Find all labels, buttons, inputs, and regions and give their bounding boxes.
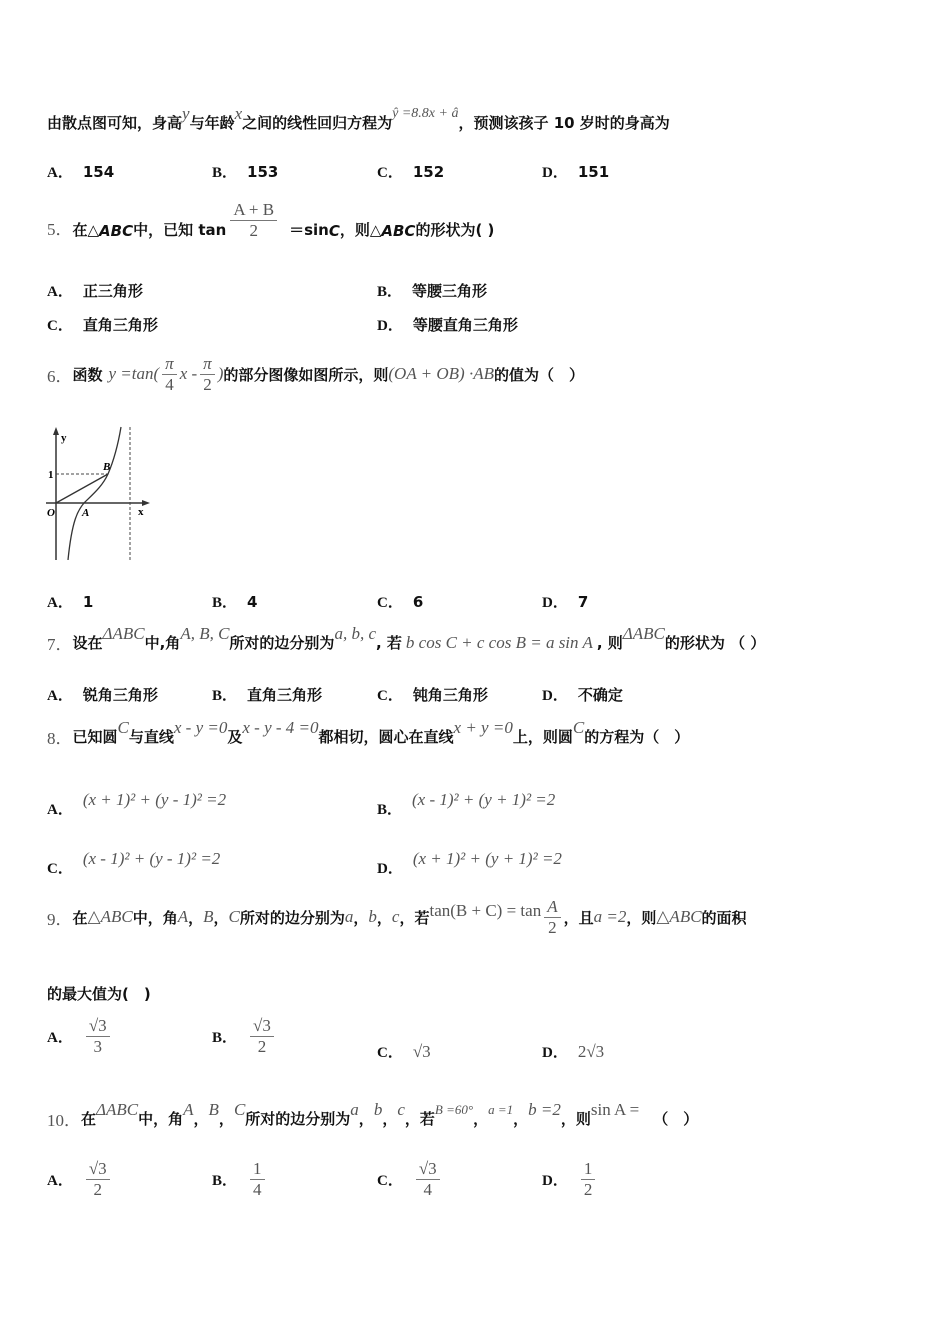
option-label: A． — [47, 165, 73, 181]
fraction — [86, 1016, 110, 1057]
text: 的最大值为( ) — [47, 985, 151, 1003]
option-d[interactable] — [542, 591, 588, 612]
math: b =2 — [528, 1099, 561, 1119]
option-d[interactable] — [377, 839, 562, 878]
option-a[interactable] — [47, 161, 114, 182]
text: 上，则圆 — [512, 728, 573, 746]
math: C — [328, 222, 340, 240]
math: ) — [217, 364, 224, 383]
text: 所对的边分别为 — [229, 634, 335, 652]
text: ，预测该孩子 10 岁时的身高为 — [458, 114, 670, 132]
text: 在 — [81, 1110, 97, 1128]
math: y =tan( — [108, 364, 160, 383]
question-number: 8． — [47, 729, 73, 748]
option-b[interactable] — [212, 1159, 268, 1200]
option-text: (x - 1)² + (y - 1)² =2 — [82, 848, 221, 868]
tan-graph-figure — [42, 425, 154, 560]
option-label: D． — [377, 318, 403, 334]
question-8-stem — [47, 717, 690, 749]
option-label: C． — [377, 595, 403, 611]
option-text: 152 — [412, 162, 445, 181]
math: B =60° — [434, 1101, 474, 1117]
math: B — [203, 907, 214, 926]
question-9-stem — [47, 893, 747, 941]
fraction — [544, 897, 560, 938]
option-text: 直角三角形 — [82, 316, 158, 334]
math: △ABC — [87, 907, 133, 926]
math: a =2 — [593, 907, 627, 926]
text: 及 — [227, 728, 243, 746]
text: ，则 — [560, 1110, 591, 1128]
option-label: D． — [542, 1045, 568, 1061]
text: 与直线 — [128, 728, 174, 746]
option-a[interactable] — [47, 780, 226, 819]
option-d[interactable] — [542, 1041, 604, 1062]
option-text: 不确定 — [577, 686, 623, 704]
text: 中，已知 tan — [133, 221, 227, 239]
text: 的方程为（ ） — [584, 728, 690, 746]
text: 在 — [72, 908, 88, 927]
option-a[interactable] — [47, 1159, 113, 1200]
math: a — [350, 1099, 359, 1119]
option-label: C． — [377, 688, 403, 704]
fraction — [581, 1159, 596, 1200]
fraction — [250, 1016, 274, 1057]
option-text: 等腰三角形 — [412, 282, 488, 300]
math: a =1 — [488, 1101, 514, 1117]
option-d[interactable] — [542, 684, 623, 705]
text: 的面积 — [701, 908, 747, 927]
text: ， — [376, 908, 392, 927]
math: C — [117, 717, 129, 737]
text: ＝sin — [289, 221, 329, 239]
text: ，则△ — [339, 221, 382, 239]
text: 的值为（ ） — [493, 365, 584, 384]
text: 的部分图像如图所示，则 — [223, 365, 389, 384]
text: 所对的边分别为 — [239, 908, 345, 927]
numerator: √3 — [250, 1016, 274, 1037]
option-label: C． — [377, 165, 403, 181]
numerator: 1 — [250, 1159, 265, 1180]
option-text: 154 — [82, 162, 115, 181]
text: 中,角 — [144, 634, 181, 652]
option-a[interactable] — [47, 684, 158, 705]
math: ABC — [381, 222, 416, 240]
option-a[interactable] — [47, 1016, 113, 1057]
math: ΔABC — [102, 623, 145, 643]
text: 都相切，圆心在直线 — [318, 728, 454, 746]
option-text: √3 — [412, 1041, 431, 1061]
math: x - y =0 — [173, 717, 228, 737]
text: 的形状为 （ ） — [664, 634, 766, 652]
option-text: (x + 1)² + (y - 1)² =2 — [82, 789, 227, 809]
text: ，则 — [626, 908, 657, 927]
numerator: π — [162, 354, 177, 375]
option-b[interactable] — [212, 684, 322, 705]
option-text: (x - 1)² + (y + 1)² =2 — [412, 789, 556, 809]
math: b — [373, 1099, 383, 1119]
text: 由散点图可知，身高 — [47, 114, 183, 132]
math: tan(B + C) = tan — [429, 901, 542, 920]
question-number: 10． — [47, 1111, 81, 1130]
option-c[interactable] — [47, 839, 220, 878]
denominator: 4 — [423, 1180, 433, 1199]
math: sin A = — [590, 1099, 640, 1119]
text: 设在 — [72, 634, 103, 652]
option-b[interactable] — [377, 280, 487, 301]
option-label: D． — [542, 1173, 568, 1189]
option-label: D． — [542, 595, 568, 611]
option-text: 2√3 — [577, 1041, 605, 1061]
text: ，若 — [399, 908, 430, 927]
point-b-label: B — [103, 461, 111, 473]
text: ， — [193, 1110, 209, 1128]
option-d[interactable] — [377, 314, 518, 335]
denominator: 2 — [249, 220, 258, 240]
math: A — [183, 1099, 194, 1119]
option-label: A． — [47, 1030, 73, 1046]
fraction — [416, 1159, 440, 1200]
option-d[interactable] — [542, 1159, 598, 1200]
text: ， — [473, 1110, 489, 1128]
text: 中，角 — [138, 1110, 184, 1128]
option-label: B． — [212, 1173, 238, 1189]
option-b[interactable] — [212, 161, 278, 182]
math: B — [208, 1099, 219, 1119]
option-c[interactable] — [377, 684, 488, 705]
option-label: C． — [47, 318, 73, 334]
denominator: 4 — [165, 374, 174, 394]
text: （ ） — [653, 1110, 699, 1128]
fraction — [250, 1159, 265, 1200]
option-d[interactable] — [542, 161, 609, 182]
text: 中，角 — [132, 908, 178, 927]
numerator: A + B — [230, 200, 277, 221]
math: b cos C + c cos B = a sin A — [405, 632, 593, 652]
x-label: x — [138, 506, 144, 518]
math: A, B, C — [180, 623, 230, 643]
denominator: 3 — [93, 1037, 103, 1056]
option-c[interactable] — [377, 1041, 431, 1062]
math: C — [572, 717, 585, 737]
option-b[interactable] — [377, 780, 555, 819]
option-text: 等腰直角三角形 — [412, 316, 518, 334]
option-label: A． — [47, 688, 73, 704]
text: ， — [358, 1110, 374, 1128]
text: ， — [218, 1110, 234, 1128]
text: 已知圆 — [72, 728, 118, 746]
denominator: 2 — [583, 1180, 593, 1199]
text: ， — [213, 908, 229, 927]
option-b[interactable] — [212, 591, 257, 612]
option-label: C． — [377, 1045, 403, 1061]
option-text: (x + 1)² + (y + 1)² =2 — [412, 848, 562, 868]
text: 之间的线性回归方程为 — [242, 114, 393, 132]
option-text: 6 — [412, 592, 424, 611]
question-number: 9． — [47, 909, 73, 929]
option-c[interactable] — [47, 314, 158, 335]
option-label: B． — [212, 1030, 238, 1046]
option-c[interactable] — [377, 1159, 443, 1200]
option-b[interactable] — [212, 1016, 277, 1057]
math: c — [397, 1099, 405, 1119]
option-a[interactable] — [47, 591, 93, 612]
math: △ABC — [656, 907, 702, 926]
math: C — [233, 1099, 246, 1119]
option-label: D． — [542, 165, 568, 181]
option-label: D． — [377, 861, 403, 877]
text: ， — [513, 1110, 529, 1128]
numerator: π — [200, 354, 215, 375]
question-5-stem — [47, 194, 494, 246]
math: b — [368, 907, 377, 926]
math: (OA + OB) ·AB — [388, 364, 494, 383]
math: ΔABC — [96, 1099, 139, 1119]
option-text: 153 — [247, 162, 279, 181]
option-label: A． — [47, 1173, 73, 1189]
math: ΔABC — [622, 623, 665, 643]
text: 函数 — [72, 365, 103, 384]
text: 所对的边分别为 — [245, 1110, 351, 1128]
math: x + y =0 — [453, 717, 513, 737]
text: ，且 — [563, 908, 594, 927]
option-label: B． — [377, 802, 403, 818]
fraction — [230, 200, 277, 241]
tick-1: 1 — [48, 469, 54, 481]
denominator: 2 — [257, 1037, 267, 1056]
option-text: 直角三角形 — [247, 686, 323, 704]
question-4-stem — [47, 103, 670, 133]
question-number: 6． — [47, 366, 73, 386]
text: , 则 — [596, 634, 623, 652]
fraction — [86, 1159, 110, 1200]
option-text: 钝角三角形 — [412, 686, 488, 704]
math: ABC — [99, 222, 134, 240]
question-6-stem — [47, 352, 584, 396]
option-c[interactable] — [377, 161, 444, 182]
y-axis-arrow — [53, 427, 59, 435]
text: 在△ — [72, 221, 100, 239]
math: a, b, c — [334, 623, 376, 643]
text: ，若 — [404, 1110, 435, 1128]
option-text: 7 — [577, 592, 589, 611]
math: x - y - 4 =0 — [242, 717, 319, 737]
math: A — [177, 907, 189, 926]
option-a[interactable] — [47, 280, 143, 301]
segment-ob — [56, 474, 108, 503]
question-10-stem — [47, 1099, 699, 1131]
text: 的形状为( ) — [415, 221, 495, 239]
option-text: 1 — [82, 592, 94, 611]
text: , 若 — [375, 634, 402, 652]
fraction — [162, 354, 177, 395]
text: 与年龄 — [189, 114, 235, 132]
option-label: B． — [377, 284, 403, 300]
question-7-stem — [47, 623, 766, 655]
regression-equation: ŷ =8.8x + â — [392, 105, 459, 121]
numerator: √3 — [416, 1159, 440, 1180]
text: ， — [353, 908, 369, 927]
math: x - — [179, 364, 198, 383]
option-text: 锐角三角形 — [82, 686, 158, 704]
math: a — [344, 907, 354, 926]
option-label: C． — [377, 1173, 403, 1189]
option-label: B． — [212, 165, 238, 181]
option-label: B． — [212, 595, 238, 611]
option-c[interactable] — [377, 591, 423, 612]
denominator: 2 — [93, 1180, 103, 1199]
option-text: 正三角形 — [82, 282, 143, 300]
option-label: A． — [47, 595, 73, 611]
denominator: 2 — [203, 374, 212, 394]
denominator: 2 — [548, 917, 557, 937]
question-9-stem-continued — [47, 983, 151, 1004]
origin-label: O — [47, 507, 55, 519]
option-label: A． — [47, 284, 73, 300]
text: ， — [188, 908, 204, 927]
question-number: 7． — [47, 635, 73, 654]
fraction — [200, 354, 215, 395]
question-number: 5． — [47, 220, 73, 239]
option-text: 4 — [247, 592, 258, 611]
option-text: 151 — [577, 162, 610, 181]
tan-curve — [68, 427, 121, 560]
option-label: A． — [47, 802, 73, 818]
point-a-label: A — [82, 507, 90, 519]
numerator: √3 — [86, 1016, 110, 1037]
numerator: A — [544, 897, 560, 918]
option-label: B． — [212, 688, 238, 704]
y-label: y — [61, 432, 67, 444]
denominator: 4 — [253, 1180, 262, 1199]
math: c — [391, 907, 400, 926]
option-label: C． — [47, 861, 73, 877]
math: y — [182, 103, 190, 123]
numerator: 1 — [581, 1159, 596, 1180]
math: x — [234, 103, 243, 123]
numerator: √3 — [86, 1159, 110, 1180]
math: C — [228, 907, 240, 926]
option-label: D． — [542, 688, 568, 704]
text: ， — [382, 1110, 398, 1128]
